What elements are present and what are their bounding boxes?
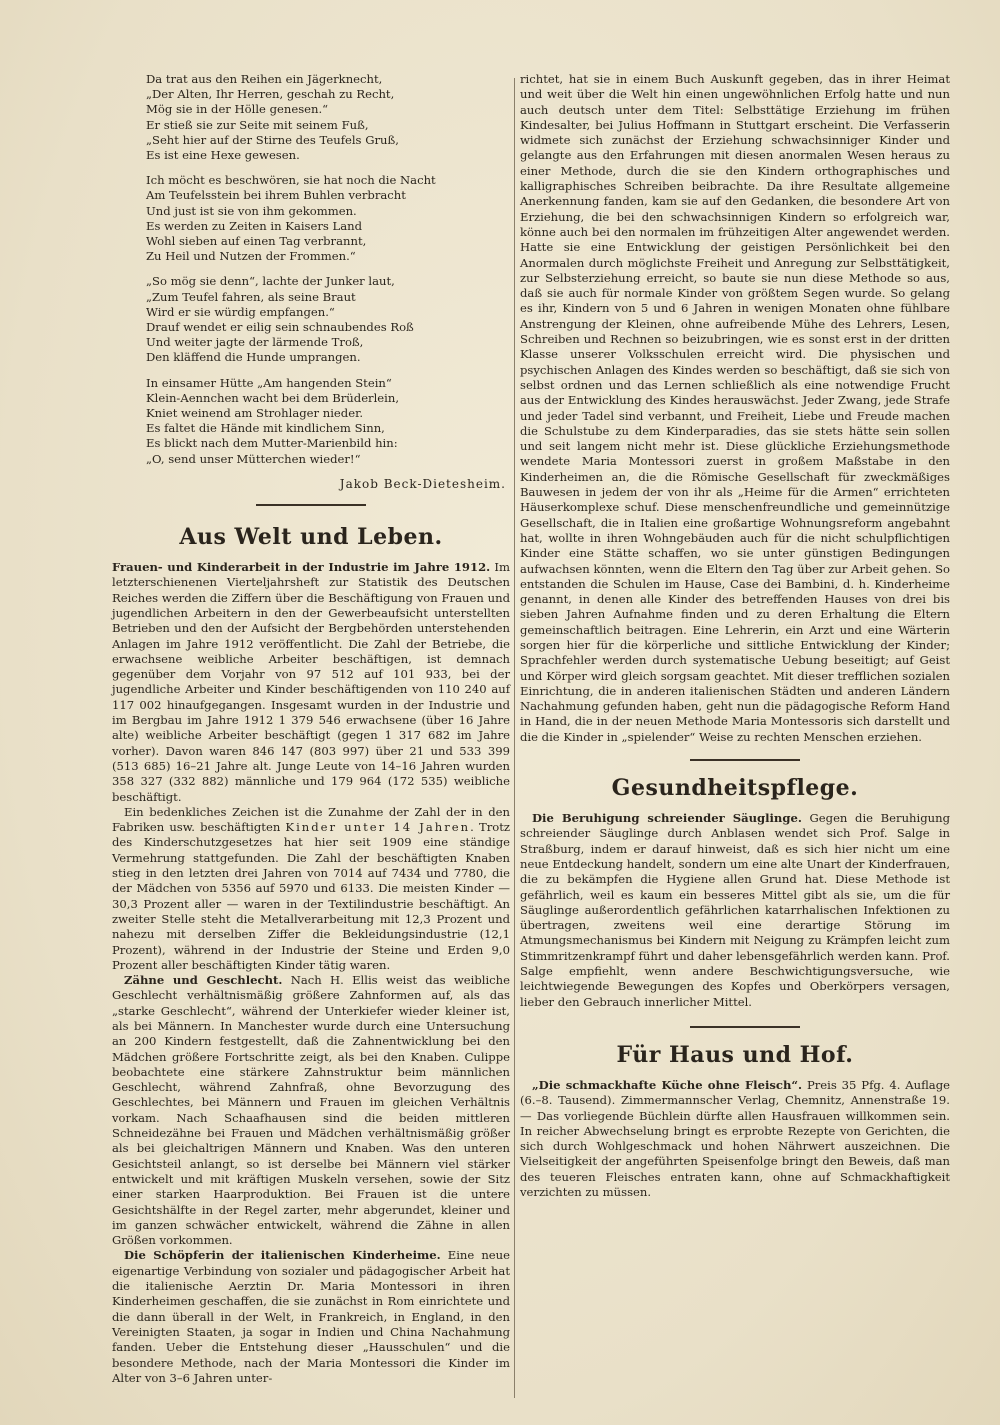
section-rule bbox=[690, 1026, 800, 1028]
poem-stanza bbox=[146, 72, 510, 163]
poem-line: Den kläffend die Hunde umprangen. bbox=[146, 350, 361, 365]
article-body: Ein bedenkliches Zeichen ist die Zunahme der Zahl der in den Fabriken usw. beschäftigten bbox=[112, 804, 510, 835]
article-body: Im letzterschienenen Vierteljahrsheft zur Statistik des Deutschen Reiches werden die Ziffern über die Beschäftigung von Frauen und jugendlichen Arbeitern in den der Gewerbeaufsicht unterstellten Betrieben und den der Aufsicht der Bergbehörden unterstehenden Anlagen im Jahre 1912 veröffentlicht. Die Zahl der Betriebe, die erwachsene weibliche Arbeiter beschäftigen, ist demnach gegenüber dem Vorjahr von 97 512 auf 101 933, bei der jugendliche Arbeiter und Kinder beschäftigenden von 110 240 auf 117 002 hinaufgegangen. Insgesamt wurden in der Industrie und im Bergbau im Jahre 1912 1 379 546 erwachsene (über 16 Jahre alte) weibliche Arbeiter beschäftigt (gegen 1 317 682 im Jahre vorher). Davon waren 846 147 (803 997) über 21 und 533 399 (513 685) 16–21 Jahre alt. Junge Leute von 14–16 Jahren wurden 358 327 (332 882) männliche und 179 964 (172 535) weibliche beschäftigt. bbox=[112, 560, 510, 804]
poem-line: Es werden zu Zeiten in Kaisers Land bbox=[146, 218, 363, 233]
poem-line: Zu Heil und Nutzen der Frommen.“ bbox=[146, 249, 356, 264]
article-paragraph bbox=[112, 973, 510, 1248]
poem-signature: Jakob Beck-Dietesheim. bbox=[339, 476, 506, 491]
poem-line: In einsamer Hütte „Am hangenden Stein“ bbox=[146, 375, 392, 390]
section-heading-gesundheit: Gesundheitspflege. bbox=[611, 775, 859, 802]
column-divider bbox=[514, 78, 515, 1398]
poem-line: Es ist eine Hexe gewesen. bbox=[146, 148, 300, 163]
poem-line: Da trat aus den Reihen ein Jägerknecht, bbox=[146, 72, 383, 86]
article-body: Nach H. Ellis weist das weibliche Geschlecht verhältnismäßig größere Zahnformen auf, als das „starke Geschlecht“, während der Unterkiefer wieder kleiner ist, als bei Männern. In Manchester wurde durch eine Untersuchung an 200 Kindern festgestellt, daß die Zahnentwicklung bei den Mädchen größere Fortschritte zeigt, als bei den Knaben. Culippe beobachtete eine stärkere Zahnstruktur beim männlichen Geschlecht, während Zahnfraß, ohne Bevorzugung des Geschlechtes, bei Männern und Frauen im gleichen Verhältnis vorkam. Nach Schaafhausen sind die beiden mittleren Schneidezähne bei Frauen und Mädchen verhältnismäßig größer als bei gleichaltrigen Männern und Knaben. Was den unteren Gesichtsteil anlangt, so ist derselbe bei Männern viel stärker entwickelt und mit kräftigen Muskeln versehen, sowie der Sitz einer starken Haarproduktion. Bei Frauen ist die untere Gesichtshälfte in der Regel zarter, mehr abgerundet, kleiner und im ganzen schwächer entwickelt, während die Zähne in allen Größen vorkommen. bbox=[112, 973, 511, 1248]
poem-line: „Der Alten, Ihr Herren, geschah zu Recht, bbox=[146, 87, 395, 102]
article-montessori-continued bbox=[520, 72, 950, 745]
article-zaehne bbox=[112, 973, 510, 1248]
poem-line: Es blickt nach dem Mutter-Marienbild hin: bbox=[146, 436, 398, 451]
section-heading-haus: Für Haus und Hof. bbox=[616, 1041, 854, 1068]
poem-line: Ich möcht es beschwören, sie hat noch die Nacht bbox=[146, 173, 436, 188]
article-lead: Zähne und Geschlecht. bbox=[124, 973, 283, 988]
poem-line: Es faltet die Hände mit kindlichem Sinn, bbox=[146, 421, 385, 436]
right-column bbox=[520, 72, 950, 1200]
poem-line: „Seht hier auf der Stirne des Teufels Gruß, bbox=[146, 132, 399, 147]
poem-stanza bbox=[146, 274, 510, 365]
article-paragraph: richtet, hat sie in einem Buch Auskunft gegeben, das in ihrer Heimat und weit über die Welt hin einen ungewöhnlichen Erfolg hatte und nun auch deutsch unter dem Titel: Selbsttätige Erziehung im frühen Kindesalter, bei Julius Hoffmann in Stuttgart erscheint. Die Verfasserin widmete sich zunächst der Erziehung schwachsinniger Kinder und gelangte aus den Erfahrungen mit diesen anormalen Wesen heraus zu einer Methode, durch die sie den Kindern orthographisches und kalligraphisches Schreiben beibrachte. Da ihre Resultate allgemeine Anerkennung fanden, kam sie auf den Gedanken, die besondere Art von Erziehung, die bei den schwachsinnigen Kindern so erfolgreich war, könne auch bei den normalen im frühzeitigen Alter angewendet werden. Hatte sie eine Entwicklung der geistigen Persönlichkeit bei den Anormalen durch möglichste Freiheit und Anregung zur Selbsttätigkeit, zur Selbsterziehung erreicht, so baute sie nun diese Methode so aus, daß sie auch für normale Kinder von größtem Segen wurde. So gelang es ihr, Kindern von 5 und 6 Jahren in wenigen Monaten ohne fühlbare Anstrengung der Kleinen, ohne aufreibende Mühe des Lehrers, Lesen, Schreiben und Rechnen so beizubringen, wie es sonst erst in der dritten Klasse unserer Volksschulen erreicht wird. Die physischen und psychischen Anlagen des Kindes werden so beschäftigt, daß sie sich von selbst ordnen und das Lernen schließlich als eine notwendige Frucht aus der Entwicklung des Kindes herauswächst. Jeder Zwang, jede Strafe und jeder Tadel sind verbannt, und Freiheit, Liebe und Freude machen die Schulstube zu dem Kinderparadies, das sie stets hätte sein sollen und seit langem nicht mehr ist. Diese glückliche Erziehungsmethode wendete Maria Montessori zuerst in großem Maßstabe in den Kinderheimen an, die die Römische Gesellschaft für zweckmäßiges Bauwesen in jedem der von ihr als „Heime für die Armen“ errichteten Häuserkomplexe schuf. Diese menschenfreundliche und gemeinnützige Gesellschaft, die in Italien eine großartige Wohnungsreform angebahnt hat, wollte in ihren Wohngebäuden auch für die nicht schulpflichtigen Kinder eine Stätte schaffen, wo sie unter günstigen Bedingungen aufwachsen könnten, wenn die Eltern den Tag über zur Arbeit gehen. So entstanden die Schulen im Hause, Case dei Bambini, d. h. Kinderheime genannt, in denen alle Kinder des betreffenden Hauses von drei bis sieben Jahren Aufnahme finden und zu deren Erhaltung die Eltern gemeinschaftlich beitragen. Eine Lehrerin, ein Arzt und eine Wärterin sorgen hier für die körperliche und sittliche Entwicklung der Kinder; Sprachfehler werden durch systematische Uebung beseitigt; auf Geist und Körper wird gleich sorgsam geachtet. Mit dieser trefflichen sozialen Einrichtung, die in anderen italienischen Städten und anderen Ländern Nachahmung gefunden haben, geht nun die pädagogische Reform Hand in Hand, die in der neuen Methode Maria Montessoris sich darstellt und die die Kinder in „spielender“ Weise zu rechten Menschen erziehen. bbox=[520, 72, 950, 744]
section-rule bbox=[690, 759, 800, 761]
poem-line: Und just ist sie von ihm gekommen. bbox=[146, 203, 357, 218]
section-rule bbox=[256, 504, 366, 506]
poem-line: Wohl sieben auf einen Tag verbrannt, bbox=[146, 234, 367, 249]
left-column bbox=[112, 72, 510, 1386]
article-emphasis: Kinder unter 14 Jahren bbox=[285, 820, 471, 835]
article-lead: Die Schöpferin der italienischen Kinderheime. bbox=[124, 1248, 441, 1263]
article-paragraph bbox=[112, 805, 510, 973]
poem-line: Mög sie in der Hölle genesen.“ bbox=[146, 102, 329, 117]
article-body: Eine neue eigenartige Verbindung von sozialer und pädagogischer Arbeit hat die italienische Aerztin Dr. Maria Montessori in ihren Kinderheimen geschaffen, die sie zunächst in Rom einrichtete und die dann überall in der Welt, in Frankreich, in England, in den Vereinigten Staaten, ja sogar in Indien und China Nachahmung fanden. Ueber die Entstehung dieser „Hausschulen“ und die besondere Methode, nach der Maria Montessori die Kinder im Alter von 3–6 Jahren unter- bbox=[112, 1248, 510, 1385]
poem-stanza bbox=[146, 173, 510, 264]
poem-line: „So mög sie denn“, lachte der Junker laut, bbox=[146, 274, 395, 289]
article-body: . Trotz des Kinderschutzgesetzes hat hier seit 1909 eine ständige Vermehrung stattgefunden. Die Zahl der beschäftigten Knaben stieg in den letzten drei Jahren von 7014 auf 7434 und 7780, die der Mädchen von 5356 auf 5970 und 6133. Die meisten Kinder — 30,3 Prozent aller — waren in der Textilindustrie beschäftigt. An zweiter Stelle steht die Metallverarbeitung mit 12,3 Prozent und nahezu mit derselben Ziffer die Bekleidungsindustrie (12,1 Prozent), während in der Industrie der Steine und Erden 9,0 Prozent aller beschäftigten Kinder tätig waren. bbox=[112, 820, 510, 972]
article-paragraph bbox=[112, 1248, 510, 1386]
article-montessori bbox=[112, 1248, 510, 1386]
article-lead: Frauen- und Kinderarbeit in der Industrie im Jahre 1912. bbox=[112, 560, 491, 575]
poem bbox=[146, 72, 510, 492]
article-paragraph bbox=[520, 811, 950, 1010]
poem-line: Wird er sie würdig empfangen.“ bbox=[146, 304, 335, 319]
poem-line: Und weiter jagte der lärmende Troß, bbox=[146, 335, 364, 350]
poem-line: Kniet weinend am Strohlager nieder. bbox=[146, 406, 364, 421]
article-body: Gegen die Beruhigung schreiender Säuglinge durch Anblasen wendet sich Prof. Salge in Straßburg, indem er darauf hinweist, daß es sich hier nicht um eine neue Entdeckung handelt, sondern um eine alte Unart der Kinderfrauen, die zu bekämpfen die Hygiene allen Grund hat. Diese Methode ist gefährlich, weil es kaum ein besseres Mittel gibt als sie, um die für Säuglinge außerordentlich gefährlichen katarrhalischen Infektionen zu übertragen, zweitens weil eine derartige Störung im Atmungsmechanismus bei Kindern mit Neigung zu Krämpfen leicht zum Stimmritzenkrampf führt und daher lebensgefährlich werden kann. Prof. Salge empfiehlt, wenn andere Beschwichtigungsversuche, wie leichtwiegende Bewegungen des Kopfes und Oberkörpers versagen, lieber den Gebrauch innerlicher Mittel. bbox=[520, 811, 950, 1009]
poem-line: „O, send unser Mütterchen wieder!“ bbox=[146, 451, 361, 466]
poem-line: Drauf wendet er eilig sein schnaubendes Roß bbox=[146, 320, 414, 335]
article-saeuglinge bbox=[520, 811, 950, 1010]
article-lead: „Die schmackhafte Küche ohne Fleisch“. bbox=[532, 1077, 803, 1092]
poem-line: Klein-Aennchen wacht bei dem Brüderlein, bbox=[146, 390, 400, 405]
article-body: Preis 35 Pfg. 4. Auflage (6.–8. Tausend). Zimmermannscher Verlag, Chemnitz, Annenstraße 19. — Das vorliegende Büchlein dürfte allen Hausfrauen willkommen sein. In reicher Abwechselung bringt es erprobte Rezepte von Gerichten, die sich durch Wohlgeschmack und hohen Nährwert auszeichnen. Die Vielseitigkeit der angeführten Speisenfolge bringt den Beweis, daß man des teueren Fleisches entraten kann, ohne auf Schmackhaftigkeit verzichten zu müssen. bbox=[520, 1077, 950, 1199]
poem-line: „Zum Teufel fahren, als seine Braut bbox=[146, 289, 356, 304]
poem-line: Er stieß sie zur Seite mit seinem Fuß, bbox=[146, 117, 369, 132]
article-frauenarbeit bbox=[112, 560, 510, 973]
article-paragraph bbox=[520, 1078, 950, 1200]
poem-line: Am Teufelsstein bei ihrem Buhlen verbracht bbox=[146, 188, 406, 203]
article-lead: Die Beruhigung schreiender Säuglinge. bbox=[532, 811, 802, 826]
article-kueche bbox=[520, 1078, 950, 1200]
article-paragraph bbox=[112, 560, 510, 805]
section-heading-welt: Aus Welt und Leben. bbox=[179, 524, 443, 551]
poem-stanza bbox=[146, 376, 510, 467]
